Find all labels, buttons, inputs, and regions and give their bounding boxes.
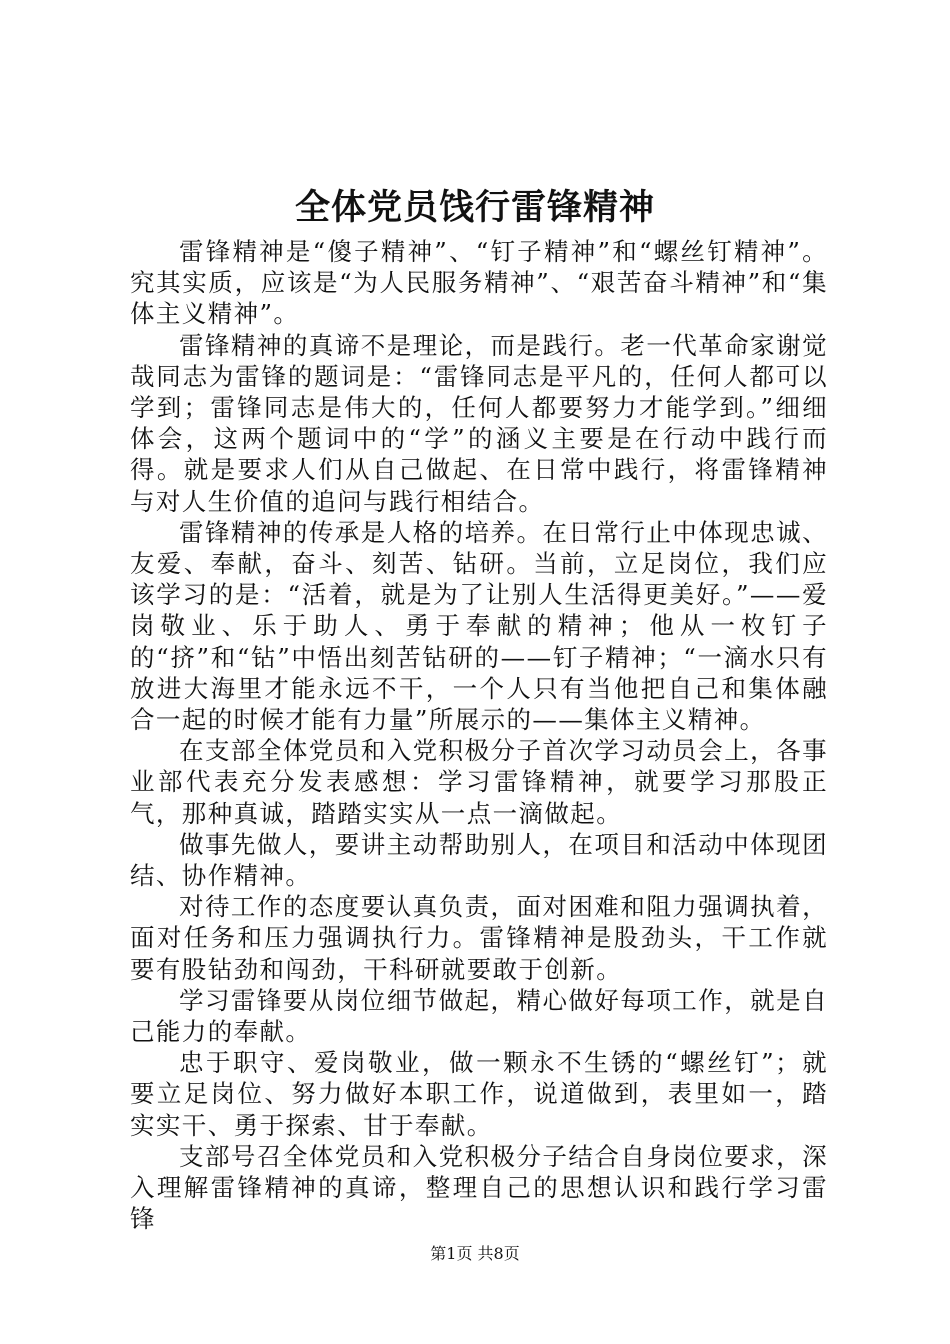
paragraph-3: 雷锋精神的传承是人格的培养。在日常行止中体现忠诚、友爱、奉献，奋斗、刻苦、钻研。当前，立足岗位，我们应该学习的是：“活着，就是为了让别人生活得更美好。”——爱岗敬业、乐于助人、勇于奉献的精神；他从一枚钉子的“挤”和“钻”中悟出刻苦钻研的——钉子精神；“一滴水只有放进大海里才能永远不干，一个人只有当他把自己和集体融合一起的时候才能有力量”所展示的——集体主义精神。 [130,517,828,735]
paragraph-9: 支部号召全体党员和入党积极分子结合自身岗位要求，深入理解雷锋精神的真谛，整理自己的思想认识和践行学习雷锋 [130,1141,828,1234]
document-title: 全体党员饯行雷锋精神 [294,188,655,228]
paragraph-1: 雷锋精神是“傻子精神”、“钉子精神”和“螺丝钉精神”。究其实质，应该是“为人民服务精神”、“艰苦奋斗精神”和“集体主义精神”。 [130,237,828,329]
paragraph-8: 忠于职守、爱岗敬业，做一颗永不生锈的“螺丝钉”；就要立足岗位、努力做好本职工作，说道做到，表里如一，踏实实干、勇于探索、甘于奉献。 [130,1048,828,1140]
document-body [130,236,828,1235]
paragraph-5: 做事先做人，要讲主动帮助别人，在项目和活动中体现团结、协作精神。 [130,829,828,891]
paragraph-2: 雷锋精神的真谛不是理论，而是践行。老一代革命家谢觉哉同志为雷锋的题词是：“雷锋同志是平凡的，任何人都可以学到；雷锋同志是伟大的，任何人都要努力才能学到。”细细体会，这两个题词中的“学”的涵义主要是在行动中践行而得。就是要求人们从自己做起、在日常中践行，将雷锋精神与对人生价值的追问与践行相结合。 [130,330,828,516]
paragraph-6: 对待工作的态度要认真负责，面对困难和阻力强调执着，面对任务和压力强调执行力。雷锋精神是股劲头，干工作就要有股钻劲和闯劲，干科研就要敢于创新。 [130,892,828,984]
paragraph-4: 在支部全体党员和入党积极分子首次学习动员会上，各事业部代表充分发表感想：学习雷锋精神，就要学习那股正气，那种真诚，踏踏实实从一点一滴做起。 [130,736,828,828]
page-footer: 第1页 共8页 [430,1244,520,1263]
paragraph-7: 学习雷锋要从岗位细节做起，精心做好每项工作，就是自己能力的奉献。 [130,985,828,1047]
